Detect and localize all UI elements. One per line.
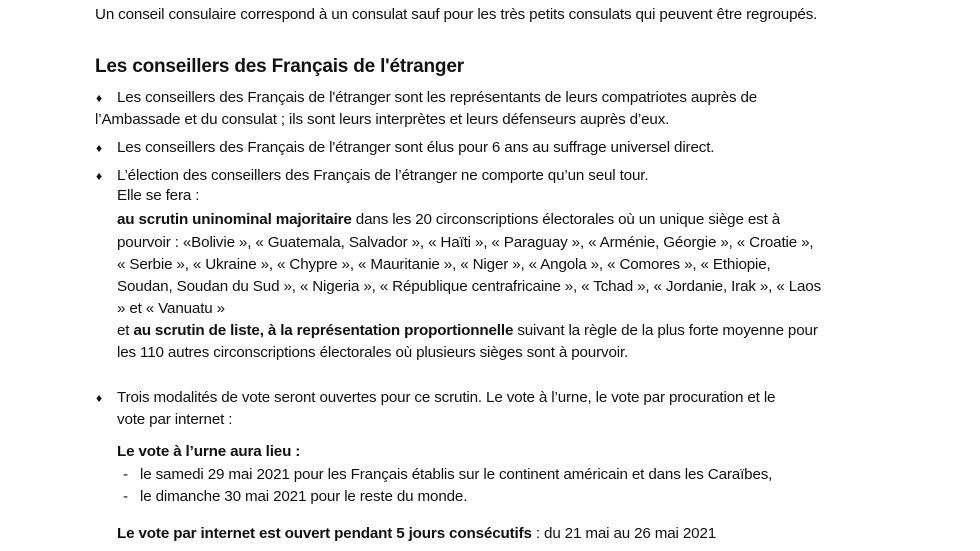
text-span: dans les 20 circonscriptions électorales où un unique siège est à bbox=[351, 211, 781, 228]
bullet-3-line-4: pourvoir : «Bolivie », « Guatemala, Salvador », « Haïti », « Paraguay », « Arménie, Géorgie », « Croatie », bbox=[117, 234, 814, 251]
list-dash: - bbox=[123, 488, 129, 505]
bullet-icon: ♦ bbox=[96, 391, 103, 405]
bullet-2-line-1: Les conseillers des Français de l'étranger sont élus pour 6 ans au suffrage universel direct. bbox=[117, 139, 715, 156]
bullet-3-line-7: » et « Vanuatu » bbox=[117, 300, 225, 317]
urne-title: Le vote à l’urne aura lieu : bbox=[117, 443, 301, 460]
bold-phrase: au scrutin de liste, à la représentation proportionnelle bbox=[133, 322, 514, 339]
bold-phrase: Le vote par internet est ouvert pendant 5 jours consécutifs bbox=[117, 525, 532, 542]
bullet-3-line-2: Elle se fera : bbox=[117, 187, 200, 204]
list-dash: - bbox=[123, 466, 129, 483]
bullet-3-line-1: L’élection des conseillers des Français de l’étranger ne comporte qu’un seul tour. bbox=[117, 167, 649, 184]
text-span: suivant la règle de la plus forte moyenne pour bbox=[513, 322, 818, 339]
bullet-1-line-2: l’Ambassade et du consulat ; ils sont leurs interprètes et leurs défenseurs auprès d’eux. bbox=[95, 111, 670, 128]
bullet-3-line-6: Soudan, Soudan du Sud », « Nigeria », « République centrafricaine », « Tchad », « Jordanie, Irak », « Laos bbox=[117, 278, 822, 295]
section-heading: Les conseillers des Français de l'étranger bbox=[95, 56, 464, 77]
bullet-3-line-5: « Serbie », « Ukraine », « Chypre », « Mauritanie », « Niger », « Angola », « Comores », « Ethiopie, bbox=[117, 256, 771, 273]
bullet-4-line-1: Trois modalités de vote seront ouvertes pour ce scrutin. Le vote à l’urne, le vote par procuration et le bbox=[117, 389, 776, 406]
intro-paragraph: Un conseil consulaire correspond à un consulat sauf pour les très petits consulats qui peuvent être regroupés. bbox=[95, 6, 818, 23]
internet-vote-line bbox=[117, 524, 716, 544]
bullet-3-line-3 bbox=[117, 210, 780, 230]
bullet-icon: ♦ bbox=[96, 91, 103, 105]
bullet-4-line-2: vote par internet : bbox=[117, 411, 233, 428]
text-span: et bbox=[117, 322, 134, 339]
bullet-icon: ♦ bbox=[96, 141, 103, 155]
bullet-icon: ♦ bbox=[96, 169, 103, 183]
bullet-3-line-8 bbox=[117, 321, 818, 341]
bold-phrase: au scrutin uninominal majoritaire bbox=[117, 211, 352, 228]
bullet-1-line-1: Les conseillers des Français de l'étranger sont les représentants de leurs compatriotes auprès de bbox=[117, 89, 758, 106]
text-span: : du 21 mai au 26 mai 2021 bbox=[531, 525, 717, 542]
bullet-3-line-9: les 110 autres circonscriptions électorales où plusieurs sièges sont à pourvoir. bbox=[117, 344, 629, 361]
urne-item-1: le samedi 29 mai 2021 pour les Français établis sur le continent américain et dans les Caraïbes, bbox=[140, 466, 773, 483]
urne-item-2: le dimanche 30 mai 2021 pour le reste du monde. bbox=[140, 488, 468, 505]
